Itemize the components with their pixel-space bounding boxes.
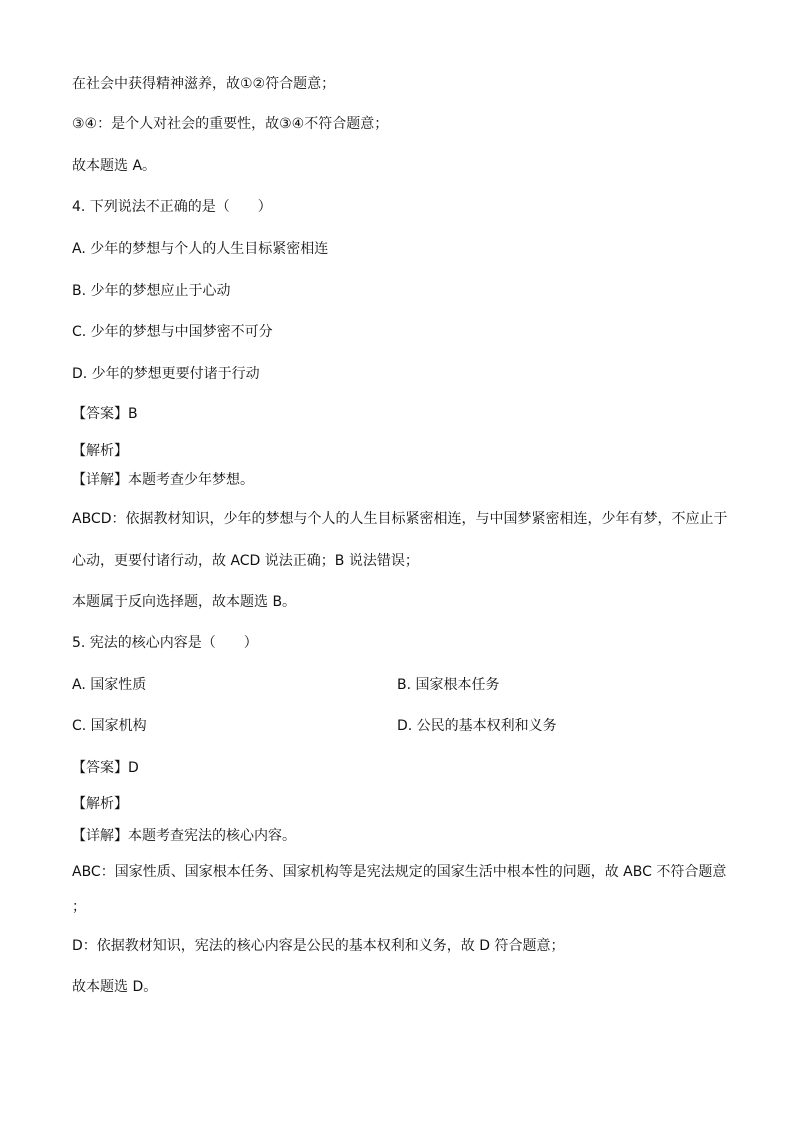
prev-conclusion: 故本题选 A。	[72, 158, 157, 174]
question-4-option-c: C. 少年的梦想与中国梦密不可分	[72, 324, 273, 340]
question-5-explanation-line: ABC：国家性质、国家根本任务、国家机构等是宪法规定的国家生活中根本性的问题，故 ABC 不符合题意	[72, 864, 727, 880]
prev-analysis-line: 在社会中获得精神滋养，故①②符合题意；	[72, 76, 336, 92]
question-4-explanation-line: 心动，更要付诸行动，故 ACD 说法正确；B 说法错误；	[72, 553, 419, 569]
question-4-conclusion: 本题属于反向选择题，故本题选 B。	[72, 594, 297, 610]
question-5-option-d: D. 公民的基本权利和义务	[397, 718, 557, 734]
question-5-option-a: A. 国家性质	[72, 677, 147, 693]
question-4-stem: 4. 下列说法不正确的是（ ）	[72, 199, 272, 215]
question-5-stem: 5. 宪法的核心内容是（ ）	[72, 635, 258, 651]
question-5-option-b: B. 国家根本任务	[397, 677, 500, 693]
question-4-option-b: B. 少年的梦想应止于心动	[72, 283, 231, 299]
question-5-conclusion: 故本题选 D。	[72, 979, 158, 995]
question-5-explanation-tail: ；	[72, 899, 86, 915]
prev-analysis-line: ③④：是个人对社会的重要性，故③④不符合题意；	[72, 116, 389, 132]
question-5-explanation-line: D：依据教材知识，宪法的核心内容是公民的基本权利和义务，故 D 符合题意；	[72, 938, 565, 954]
question-5-analysis-label: 【解析】	[72, 796, 128, 812]
question-5-detail: 【详解】本题考查宪法的核心内容。	[72, 828, 296, 844]
question-5-answer: 【答案】D	[72, 760, 139, 776]
question-4-detail: 【详解】本题考查少年梦想。	[72, 472, 254, 488]
question-4-explanation-line: ABCD：依据教材知识，少年的梦想与个人的人生目标紧密相连，与中国梦紧密相连，少年有梦，不应止于	[72, 511, 728, 527]
question-4-analysis-label: 【解析】	[72, 443, 128, 459]
question-4-option-d: D. 少年的梦想更要付诸于行动	[72, 366, 260, 382]
question-5-option-c: C. 国家机构	[72, 718, 147, 734]
question-4-option-a: A. 少年的梦想与个人的人生目标紧密相连	[72, 241, 329, 257]
question-4-answer: 【答案】B	[72, 406, 138, 422]
